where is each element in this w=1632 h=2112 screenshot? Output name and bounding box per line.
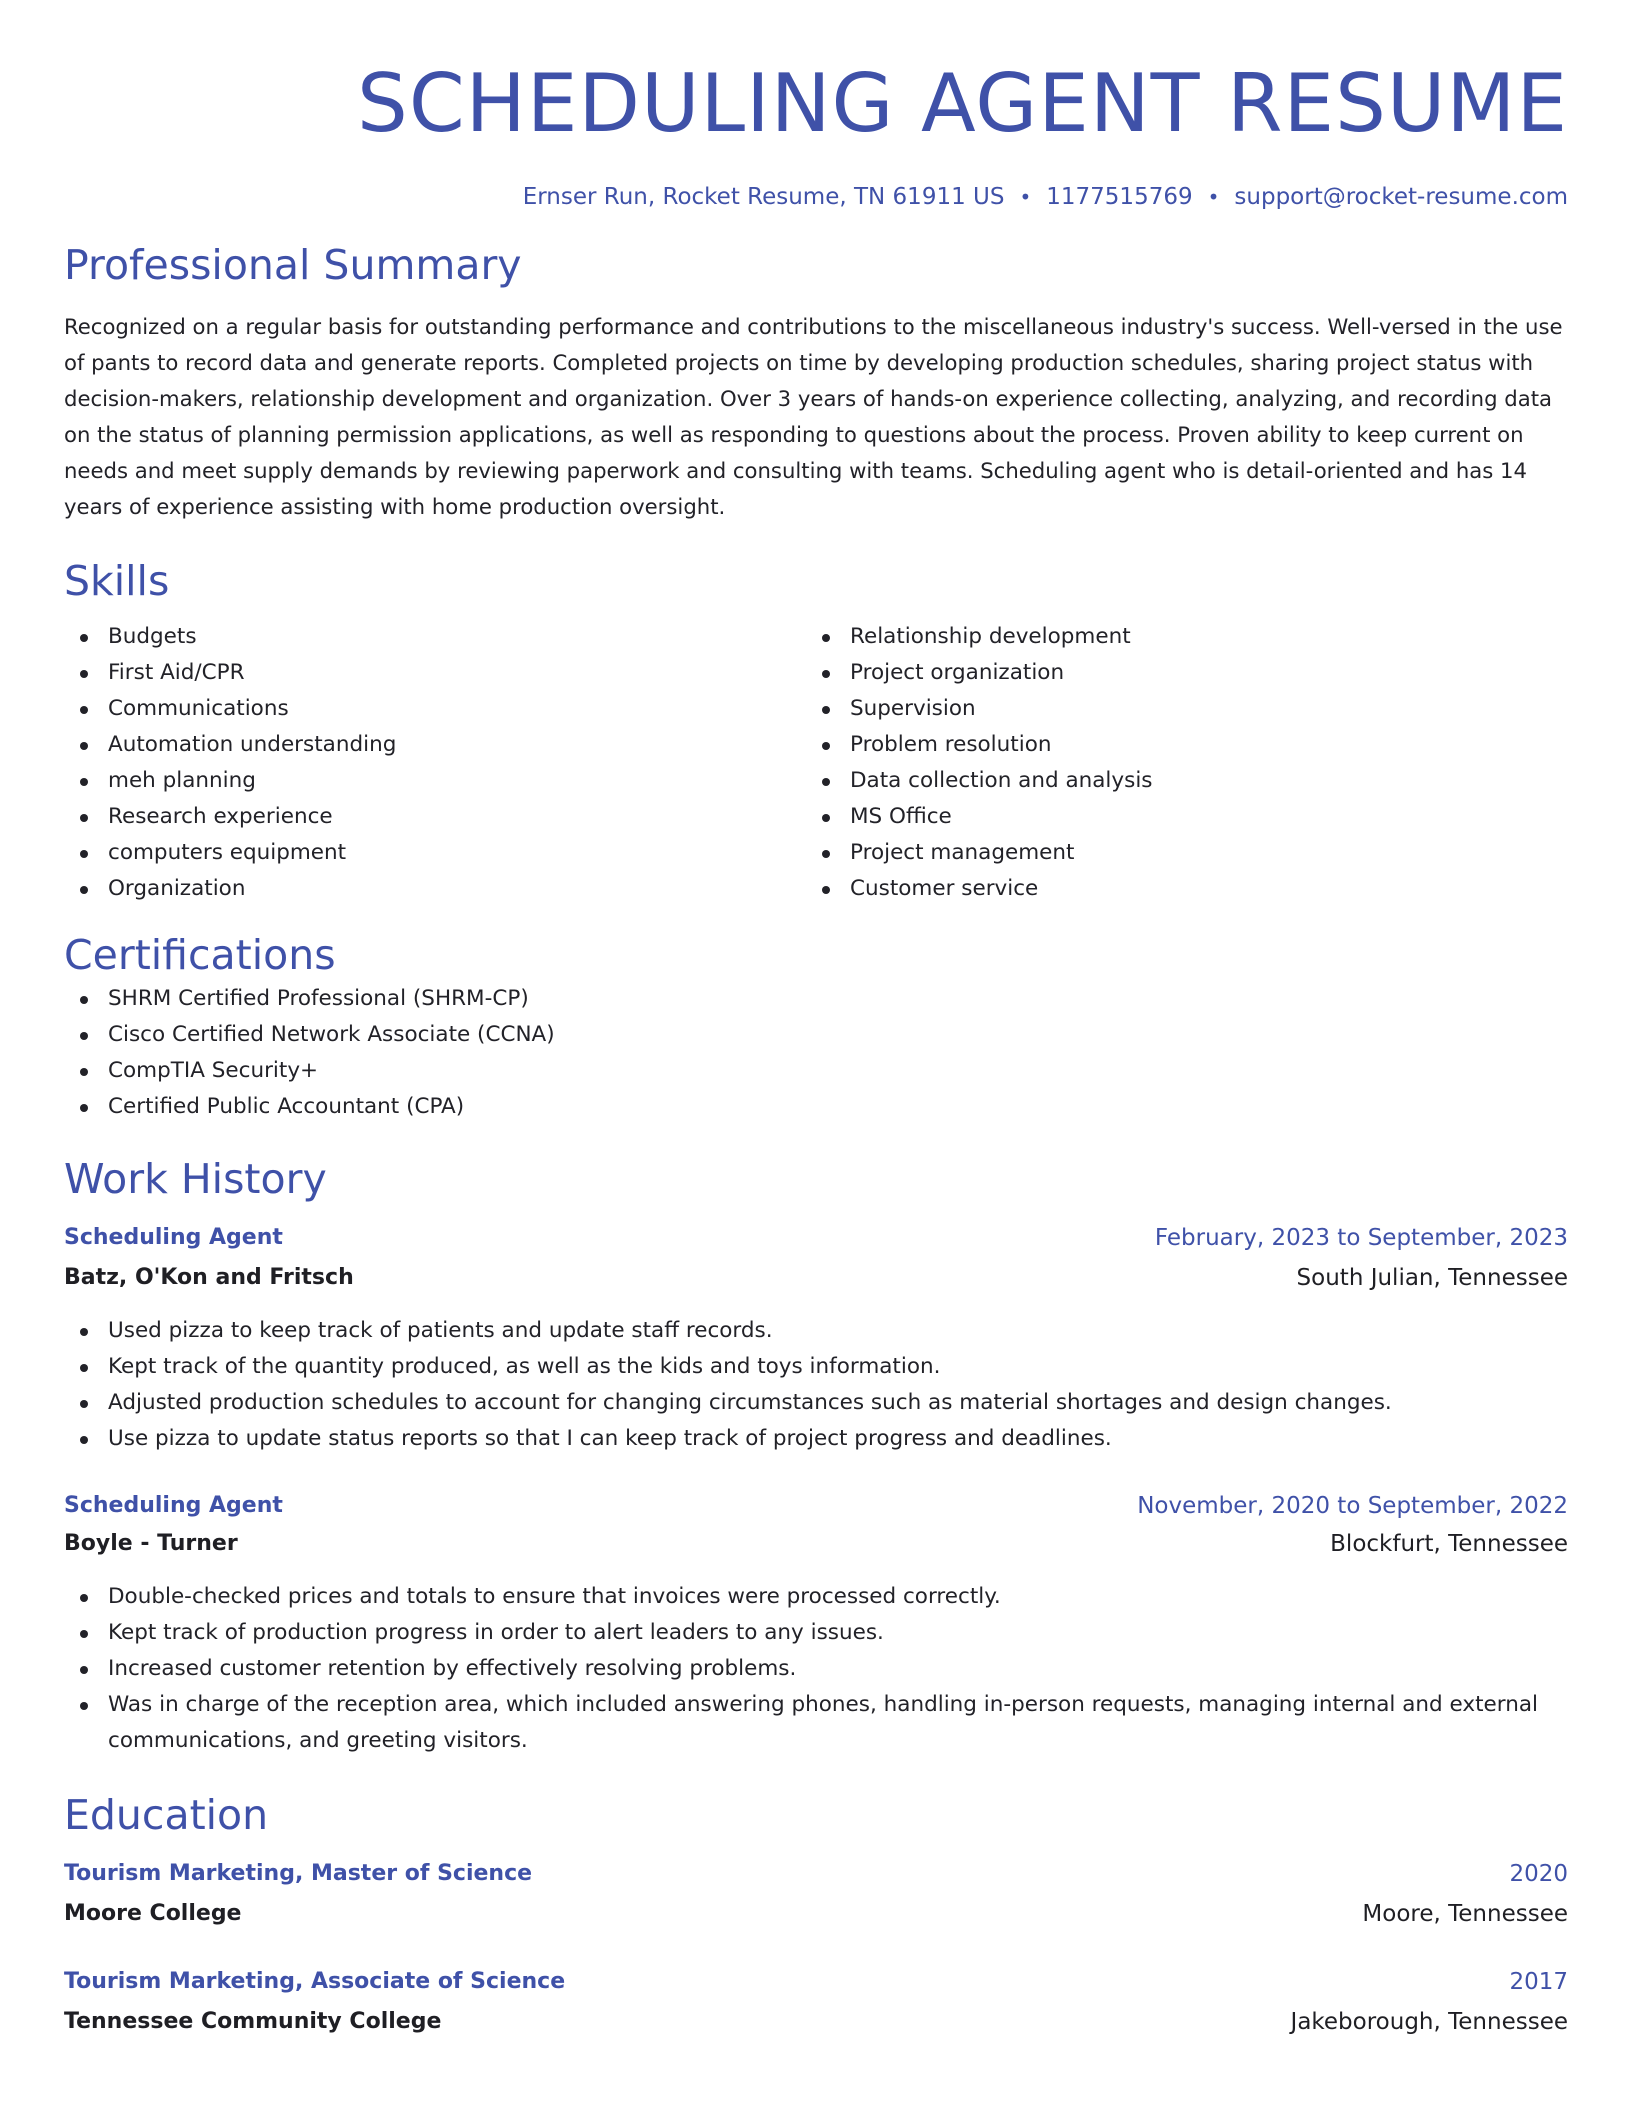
work-entry: [64, 1223, 1568, 1457]
job-duties-list: [64, 1313, 1568, 1457]
education-entry: [64, 1859, 1568, 1929]
contact-address: Ernser Run, Rocket Resume, TN 61911 US: [522, 184, 1005, 210]
skill-item: Data collection and analysis: [806, 763, 1548, 799]
job-duty-item: Increased customer retention by effectively resolving problems.: [64, 1651, 1568, 1687]
work-history-heading: Work History: [64, 1155, 327, 1203]
skill-item: Organization: [64, 871, 806, 907]
skill-item: Problem resolution: [806, 727, 1548, 763]
job-duty-item: Double-checked prices and totals to ensure that invoices were processed correctly.: [64, 1579, 1568, 1615]
skill-item: Customer service: [806, 871, 1548, 907]
job-location: Blockfurt, Tennessee: [1330, 1531, 1568, 1557]
certification-item: CompTIA Security+: [64, 1053, 1568, 1089]
education-entry-header: [64, 1859, 1568, 1889]
degree-name: Tourism Marketing, Master of Science: [64, 1861, 533, 1886]
education-entry: [64, 1967, 1568, 2037]
skill-item: Project organization: [806, 655, 1548, 691]
resume-title: SCHEDULING AGENT RESUME: [357, 57, 1568, 150]
skill-item: Research experience: [64, 799, 806, 835]
company-name: Batz, O'Kon and Fritsch: [64, 1265, 354, 1290]
skill-item: meh planning: [64, 763, 806, 799]
skills-heading: Skills: [64, 557, 170, 605]
job-duties-list: [64, 1579, 1568, 1759]
certification-item: Cisco Certified Network Associate (CCNA): [64, 1017, 1568, 1053]
skill-item: MS Office: [806, 799, 1548, 835]
education-entry-subheader: [64, 1899, 1568, 1929]
certifications-heading: Certifications: [64, 931, 336, 979]
job-title: Scheduling Agent: [64, 1493, 283, 1518]
work-entry-subheader: [64, 1529, 1568, 1559]
education-entry-header: [64, 1967, 1568, 1997]
job-location: South Julian, Tennessee: [1296, 1265, 1568, 1291]
resume-page: [64, 0, 1568, 2037]
contact-separator: •: [1019, 185, 1032, 209]
school-location: Moore, Tennessee: [1362, 1901, 1568, 1927]
skill-item: Budgets: [64, 619, 806, 655]
school-location: Jakeborough, Tennessee: [1290, 2009, 1568, 2035]
job-dates: February, 2023 to September, 2023: [1154, 1225, 1568, 1251]
skill-item: computers equipment: [64, 835, 806, 871]
work-entry-subheader: [64, 1263, 1568, 1293]
skill-item: Relationship development: [806, 619, 1548, 655]
contact-email[interactable]: support@rocket-resume.com: [1234, 184, 1568, 210]
summary-text: Recognized on a regular basis for outstanding performance and contributions to the miscellaneous industry's success. Well-versed in the use of pants to record data and generate reports. Completed projects on time by developing production schedules, sharing project status with decision-makers, relationship development and organization. Over 3 years of hands-on experience collecting, analyzing, and recording data on the status of planning permission applications, as well as responding to questions about the process. Proven ability to keep current on needs and meet supply demands by reviewing paperwork and consulting with teams. Scheduling agent who is detail-oriented and has 14 years of experience assisting with home production oversight.: [64, 314, 1563, 519]
job-dates: November, 2020 to September, 2022: [1137, 1493, 1568, 1519]
school-name: Tennessee Community College: [64, 2009, 442, 2034]
degree-name: Tourism Marketing, Associate of Science: [64, 1969, 566, 1994]
job-duty-item: Was in charge of the reception area, which included answering phones, handling in-person requests, managing internal and external communications, and greeting visitors.: [64, 1687, 1568, 1759]
work-entry-header: [64, 1491, 1568, 1521]
skill-item: Project management: [806, 835, 1548, 871]
skills-columns: [64, 619, 1568, 907]
certification-item: SHRM Certified Professional (SHRM-CP): [64, 981, 1568, 1017]
work-entry: [64, 1491, 1568, 1759]
education-entry-subheader: [64, 2007, 1568, 2037]
skill-item: First Aid/CPR: [64, 655, 806, 691]
job-duty-item: Kept track of the quantity produced, as well as the kids and toys information.: [64, 1349, 1568, 1385]
skill-item: Automation understanding: [64, 727, 806, 763]
skill-item: Supervision: [806, 691, 1548, 727]
contact-separator: •: [1207, 185, 1220, 209]
graduation-year: 2020: [1509, 1861, 1568, 1887]
school-name: Moore College: [64, 1901, 242, 1926]
job-duty-item: Kept track of production progress in order to alert leaders to any issues.: [64, 1615, 1568, 1651]
job-title: Scheduling Agent: [64, 1225, 283, 1250]
contact-line: [64, 182, 1568, 212]
summary-heading: Professional Summary: [64, 241, 522, 289]
graduation-year: 2017: [1509, 1969, 1568, 1995]
job-duty-item: Use pizza to update status reports so that I can keep track of project progress and deadlines.: [64, 1421, 1568, 1457]
contact-phone: 1177515769: [1046, 184, 1193, 210]
skills-list-right: [806, 619, 1548, 907]
job-duty-item: Adjusted production schedules to account for changing circumstances such as material shortages and design changes.: [64, 1385, 1568, 1421]
certification-item: Certified Public Accountant (CPA): [64, 1089, 1568, 1125]
certifications-list: [64, 981, 1568, 1125]
skills-list-left: [64, 619, 806, 907]
education-heading: Education: [64, 1791, 269, 1839]
work-entry-header: [64, 1223, 1568, 1253]
company-name: Boyle - Turner: [64, 1531, 238, 1556]
job-duty-item: Used pizza to keep track of patients and update staff records.: [64, 1313, 1568, 1349]
skill-item: Communications: [64, 691, 806, 727]
